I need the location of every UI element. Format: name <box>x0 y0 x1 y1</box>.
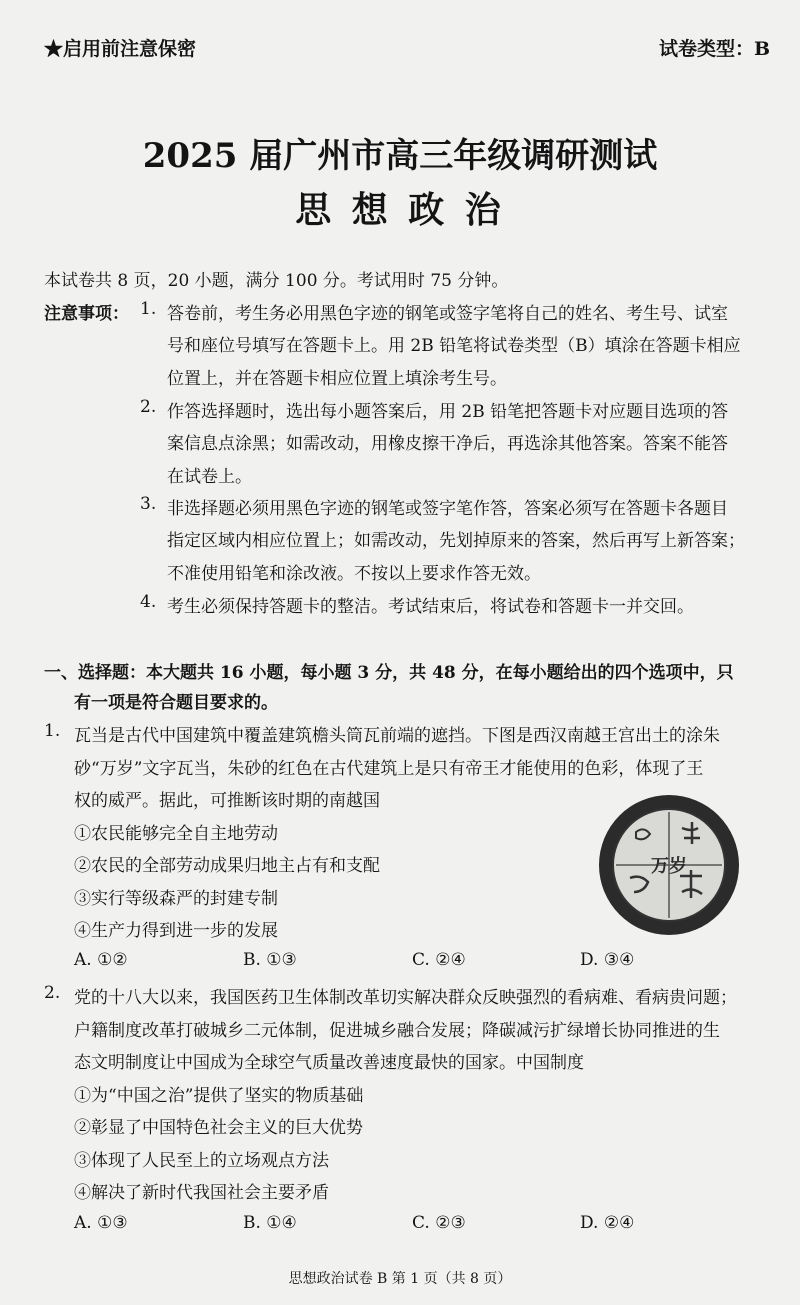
question-2-statement-4: ④解决了新时代我国社会主要矛盾 <box>74 1183 329 1203</box>
question-1-statement-2: ②农民的全部劳动成果归地主占有和支配 <box>74 856 380 876</box>
notice-1-line-3: 位置上，并在答题卡相应位置上填涂考生号。 <box>167 369 507 389</box>
question-2-statement-3: ③体现了人民至上的立场观点方法 <box>74 1151 329 1171</box>
confidential-label: ★启用前注意保密 <box>44 38 197 60</box>
question-2-option-a: A. ①③ <box>74 1213 128 1233</box>
question-1-stem-3: 权的威严。据此，可推断该时期的南越国 <box>74 791 380 811</box>
notice-2-line-1: 作答选择题时，选出每小题答案后，用 2B 铅笔把答题卡对应题目选项的答 <box>167 402 729 422</box>
question-2-option-c: C. ②③ <box>412 1213 466 1233</box>
question-2-stem-3: 态文明制度让中国成为全球空气质量改善速度最快的国家。中国制度 <box>74 1053 584 1073</box>
roof-tile-seal-icon <box>596 792 742 938</box>
notice-label: 注意事项： <box>44 304 129 324</box>
notice-1-line-2: 号和座位号填写在答题卡上。用 2B 铅笔将试卷类型（B）填涂在答题卡相应 <box>167 336 741 356</box>
question-1-option-a: A. ①② <box>74 950 128 970</box>
notice-1-line-1: 答卷前，考生务必用黑色字迹的钢笔或签字笔将自己的姓名、考生号、试室 <box>167 304 728 324</box>
notice-2-num: 2. <box>140 397 157 417</box>
question-2-stem-2: 户籍制度改革打破城乡二元体制，促进城乡融合发展；降碳减污扩绿增长协同推进的生 <box>74 1021 720 1041</box>
question-1-option-c: C. ②④ <box>412 950 466 970</box>
notice-3-line-2: 指定区域内相应位置上；如需改动，先划掉原来的答案，然后再写上新答案； <box>167 531 745 551</box>
page-footer: 思想政治试卷 B 第 1 页（共 8 页） <box>288 1271 512 1287</box>
question-2-statement-1: ①为“中国之治”提供了坚实的物质基础 <box>74 1086 364 1106</box>
question-1-option-b: B. ①③ <box>243 950 297 970</box>
notice-3-line-1: 非选择题必须用黑色字迹的钢笔或签字笔作答，答案必须写在答题卡各题目 <box>167 499 728 519</box>
question-2-option-d: D. ②④ <box>580 1213 635 1233</box>
notice-4-line-1: 考生必须保持答题卡的整洁。考试结束后，将试卷和答题卡一并交回。 <box>167 597 694 617</box>
question-2-statement-2: ②彰显了中国特色社会主义的巨大优势 <box>74 1118 363 1138</box>
question-2-num: 2. <box>44 983 61 1003</box>
section-header-line-1: 一、选择题：本大题共 16 小题，每小题 3 分，共 48 分，在每小题给出的四个选项中，只 <box>44 663 734 683</box>
exam-title: 2025 届广州市高三年级调研测试 <box>142 136 658 176</box>
paper-type-label: 试卷类型：B <box>658 38 770 60</box>
notice-1-num: 1. <box>140 299 157 319</box>
notice-3-num: 3. <box>140 494 157 514</box>
question-1-stem-2: 砂“万岁”文字瓦当，朱砂的红色在古代建筑上是只有帝王才能使用的色彩，体现了王 <box>74 759 704 779</box>
question-1-statement-3: ③实行等级森严的封建专制 <box>74 889 278 909</box>
question-1-option-d: D. ③④ <box>580 950 635 970</box>
notice-2-line-3: 在试卷上。 <box>167 467 252 487</box>
exam-intro: 本试卷共 8 页，20 小题，满分 100 分。考试用时 75 分钟。 <box>44 271 509 291</box>
question-1-statement-1: ①农民能够完全自主地劳动 <box>74 824 278 844</box>
question-1-statement-4: ④生产力得到进一步的发展 <box>74 921 278 941</box>
notice-3-line-3: 不准使用铅笔和涂改液。不按以上要求作答无效。 <box>167 564 541 584</box>
tile-inscription: 万岁 <box>651 856 687 877</box>
notice-2-line-2: 案信息点涂黑；如需改动，用橡皮擦干净后，再选涂其他答案。答案不能答 <box>167 434 728 454</box>
question-1-num: 1. <box>44 721 61 741</box>
question-2-option-b: B. ①④ <box>243 1213 297 1233</box>
section-header-line-2: 有一项是符合题目要求的。 <box>74 693 278 713</box>
question-2-stem-1: 党的十八大以来，我国医药卫生体制改革切实解决群众反映强烈的看病难、看病贵问题； <box>74 988 737 1008</box>
notice-4-num: 4. <box>140 592 157 612</box>
subject-title: 思 想 政 治 <box>295 189 505 231</box>
question-1-stem-1: 瓦当是古代中国建筑中覆盖建筑檐头筒瓦前端的遮挡。下图是西汉南越王宫出土的涂朱 <box>74 726 720 746</box>
